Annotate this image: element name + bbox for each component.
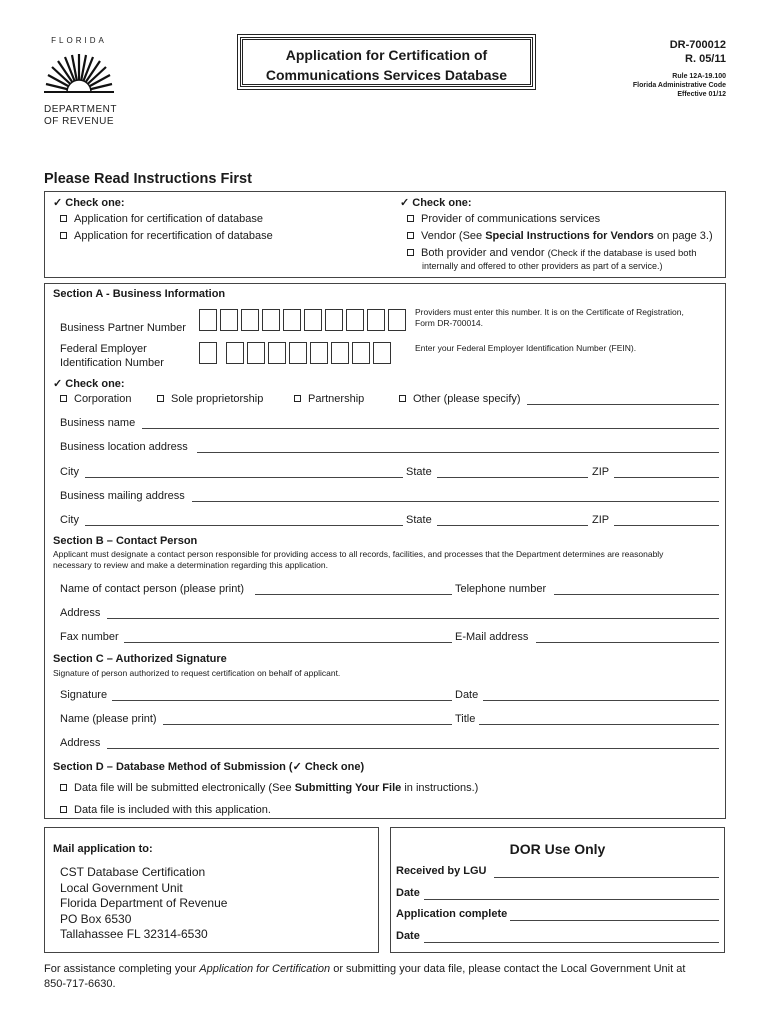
mailing-state-label: State [406,514,432,526]
fein-label-line-2: Identification Number [60,357,164,369]
digit-box[interactable] [226,342,244,364]
bpn-note [415,307,684,329]
option-label: Application for certification of database [74,213,263,225]
mail-line: PO Box 6530 [60,911,132,926]
fein-label [60,342,164,370]
form-title [240,37,533,87]
title-field[interactable] [479,724,719,725]
logo-rev-text: OF REVENUE [44,116,115,127]
option-both-note-2: internally and offered to other providers as part of a service.) [422,261,663,271]
option-recertification[interactable] [60,229,273,243]
name-print-field[interactable] [163,724,452,725]
bpn-note-line-2: Form DR-700014. [415,318,484,328]
option-label: Other (please specify) [413,393,521,405]
section-b-desc-line-1: Applicant must designate a contact person responsible for providing access to all records, facilities, and processes that the Department determines are reasonably [53,549,664,559]
signature-label: Signature [60,689,108,701]
option-sole-proprietorship[interactable] [157,392,263,406]
state-field[interactable] [437,477,588,478]
contact-address-field[interactable] [107,618,719,619]
digit-box[interactable] [352,342,370,364]
option-label: Application for recertification of database [74,230,273,242]
assistance-note [44,962,734,992]
digit-box[interactable] [283,309,301,331]
dor-logo [44,36,117,128]
telephone-label: Telephone number [455,583,547,595]
digit-box[interactable] [247,342,265,364]
received-label: Received by LGU [396,865,487,877]
option-corporation[interactable] [60,392,131,406]
logo-top-text: FLORIDA [51,36,107,45]
mail-to-heading: Mail application to: [53,843,153,855]
footer-text-1: For assistance completing your [44,963,200,975]
mailing-zip-field[interactable] [614,525,719,526]
digit-box[interactable] [220,309,238,331]
checkbox[interactable] [407,215,414,222]
signature-date-field[interactable] [483,700,719,701]
checkbox[interactable] [60,806,67,813]
city-label: City [60,466,79,478]
location-address-label: Business location address [60,441,188,453]
dor-date-field-2[interactable] [424,942,719,943]
digit-box[interactable] [304,309,322,331]
title-line-2: Communications Services Database [265,67,508,83]
option-label: Both provider and vendor [421,247,545,259]
signature-date-label: Date [455,689,479,701]
zip-field[interactable] [614,477,719,478]
admin-code: Florida Administrative Code [632,82,726,89]
mail-line: Florida Department of Revenue [60,896,228,910]
dor-date-label-1: Date [396,887,420,899]
digit-box[interactable] [310,342,328,364]
form-revision: R. 05/11 [685,53,726,65]
zip-label: ZIP [592,466,610,478]
fax-field[interactable] [124,642,452,643]
mail-line: Local Government Unit [60,880,183,895]
digit-box[interactable] [262,309,280,331]
title-line-1: Application for Certification of [285,47,488,63]
checkbox[interactable] [157,395,164,402]
section-b-desc-line-2: necessary to review and make a determination regarding this application. [53,560,328,570]
section-b-desc [53,549,663,571]
fax-label: Fax number [60,631,119,643]
dor-date-field-1[interactable] [424,899,719,900]
section-a-title: Section A - Business Information [53,288,226,300]
option-partnership[interactable] [294,392,364,406]
digit-box[interactable] [268,342,286,364]
section-c-desc: Signature of person authorized to request certification on behalf of applicant. [53,668,341,678]
footer-text-2: or submitting your data file, please contact the Local Government Unit at [330,963,686,975]
mailing-city-label: City [60,514,79,526]
vendor-instructions-ref: Special Instructions for Vendors [485,230,654,242]
check-one-left-heading: ✓ Check one: [53,197,125,209]
option-provider[interactable] [407,212,600,226]
option-note: (Check if the database is used both [547,248,697,259]
section-c-title: Section C – Authorized Signature [53,653,227,665]
contact-name-field[interactable] [255,594,452,595]
signer-address-field[interactable] [107,748,719,749]
option-label-end: on page 3.) [653,230,713,242]
entity-check-heading: ✓ Check one: [53,378,125,390]
bpn-input[interactable] [199,309,409,331]
dor-date-label-2: Date [396,930,420,942]
received-field[interactable] [494,877,719,878]
mailing-zip-label: ZIP [592,514,610,526]
option-both[interactable] [407,246,697,260]
instructions-heading: Please Read Instructions First [44,171,252,187]
title-label: Title [455,713,476,725]
name-print-label: Name (please print) [60,713,157,725]
option-label: Data file is included with this application. [74,804,271,816]
option-vendor[interactable] [407,229,713,243]
mail-line: CST Database Certification [60,865,206,879]
mail-line: Tallahassee FL 32314-6530 [60,927,208,941]
digit-box[interactable] [367,309,385,331]
sunburst-icon [44,48,114,98]
bpn-note-line-1: Providers must enter this number. It is on the Certificate of Registration, [415,307,684,317]
digit-box[interactable] [388,309,406,331]
business-name-label: Business name [60,417,136,429]
dor-use-heading: DOR Use Only [509,841,606,857]
complete-field[interactable] [510,920,719,921]
checkbox[interactable] [407,249,414,256]
checkbox[interactable] [60,215,67,222]
option-electronic[interactable] [60,781,478,795]
mailing-address-field[interactable] [192,501,719,502]
digit-box[interactable] [199,309,217,331]
digit-box[interactable] [199,342,217,364]
logo-dept-text: DEPARTMENT [44,104,117,115]
section-b-title: Section B – Contact Person [53,535,198,547]
form-id-block [586,38,726,99]
option-label: Data file will be submitted electronically (See [74,782,295,794]
business-name-field[interactable] [142,428,719,429]
digit-box[interactable] [241,309,259,331]
checkbox[interactable] [407,232,414,239]
option-label: Sole proprietorship [171,393,264,405]
fein-label-line-1: Federal Employer [60,343,147,355]
footer-italic: Application for Certification [199,963,331,975]
other-specify-field[interactable] [527,404,719,405]
email-label: E-Mail address [455,631,529,643]
contact-name-label: Name of contact person (please print) [60,583,245,595]
fein-note: Enter your Federal Employer Identification Number (FEIN). [415,343,637,353]
check-one-right-heading: ✓ Check one: [400,197,472,209]
form-number: DR-700012 [669,39,726,51]
mailing-state-field[interactable] [437,525,588,526]
checkbox[interactable] [399,395,406,402]
digit-box[interactable] [346,309,364,331]
signer-address-label: Address [60,737,101,749]
city-field[interactable] [85,477,403,478]
checkbox[interactable] [60,395,67,402]
option-certification[interactable] [60,212,263,226]
telephone-field[interactable] [554,594,719,595]
effective-date: Effective 01/12 [677,91,726,98]
checkbox[interactable] [60,232,67,239]
complete-label: Application complete [396,908,508,920]
contact-address-label: Address [60,607,101,619]
option-label-end: in instructions.) [401,782,479,794]
email-field[interactable] [536,642,719,643]
option-included[interactable] [60,803,271,817]
fein-input[interactable] [199,342,394,364]
state-label: State [406,466,432,478]
option-label: Partnership [308,393,365,405]
bpn-label: Business Partner Number [60,322,186,334]
rule-number: Rule 12A-19.100 [672,73,726,80]
digit-box[interactable] [325,309,343,331]
option-other[interactable] [399,392,521,406]
checkbox[interactable] [294,395,301,402]
option-label: Provider of communications services [421,213,601,225]
location-address-field[interactable] [197,452,719,453]
mailing-address-label: Business mailing address [60,490,185,502]
submitting-file-ref: Submitting Your File [294,782,402,794]
mailing-city-field[interactable] [85,525,403,526]
footer-phone: 850-717-6630. [44,978,116,990]
digit-box[interactable] [289,342,307,364]
signature-field[interactable] [112,700,452,701]
option-label: Vendor (See [421,230,486,242]
checkbox[interactable] [60,784,67,791]
mail-address [60,865,227,943]
digit-box[interactable] [331,342,349,364]
section-d-title: Section D – Database Method of Submission (✓ Check one) [53,761,365,773]
digit-box[interactable] [373,342,391,364]
option-label: Corporation [74,393,132,405]
